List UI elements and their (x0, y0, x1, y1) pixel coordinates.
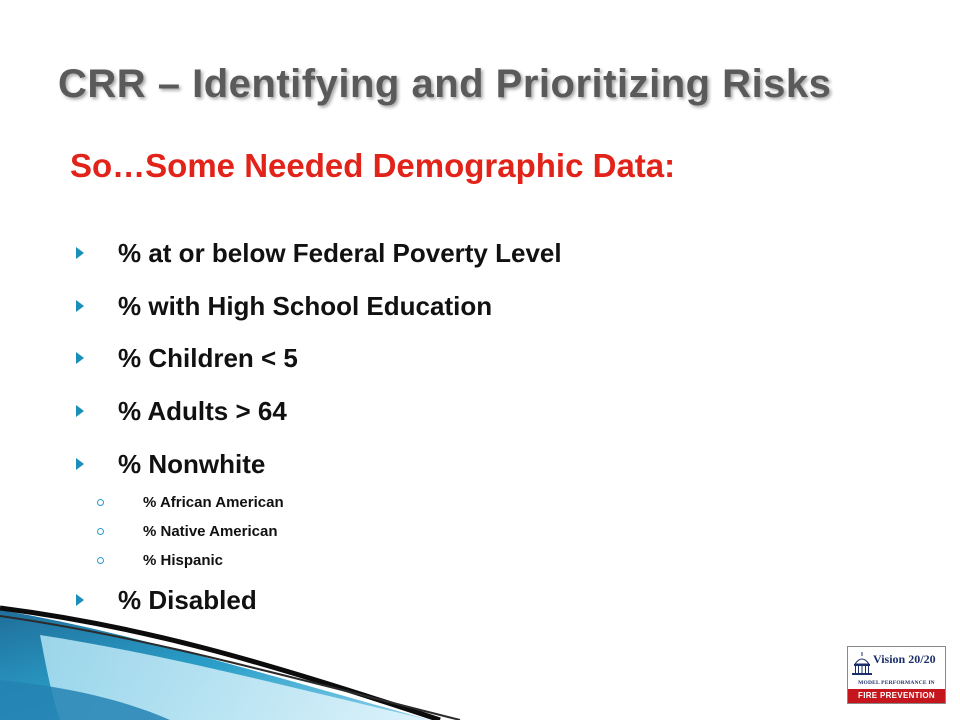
logo-tagline: MODEL PERFORMANCE IN (858, 680, 935, 686)
sub-bullet-label: % Native American (143, 523, 278, 540)
arrow-bullet-icon (76, 247, 84, 259)
circle-bullet-icon (97, 528, 104, 535)
slide-subtitle: So…Some Needed Demographic Data: (70, 147, 676, 184)
circle-bullet-icon (97, 499, 104, 506)
bullet-label: % Children < 5 (118, 342, 298, 373)
arrow-bullet-icon (76, 352, 84, 364)
blue-wave-decoration (0, 560, 520, 720)
capitol-dome-icon (851, 651, 873, 677)
arrow-bullet-icon (76, 300, 84, 312)
vision-2020-logo (847, 646, 946, 704)
sub-bullet-label: % Hispanic (143, 552, 224, 569)
bullet-label: % Adults > 64 (118, 395, 287, 426)
bullet-label: % at or below Federal Poverty Level (118, 237, 562, 268)
sub-bullet-label: % African American (143, 494, 284, 511)
bullet-label: % with High School Education (118, 290, 493, 321)
arrow-bullet-icon (76, 405, 84, 417)
bullet-label: % Nonwhite (118, 448, 266, 479)
slide-title: CRR – Identifying and Prioritizing Risks (58, 62, 832, 106)
arrow-bullet-icon (76, 458, 84, 470)
bullet-label: % Disabled (118, 584, 257, 615)
logo-band: FIRE PREVENTION (848, 689, 945, 703)
logo-brand: Vision 20/20 (873, 652, 936, 666)
